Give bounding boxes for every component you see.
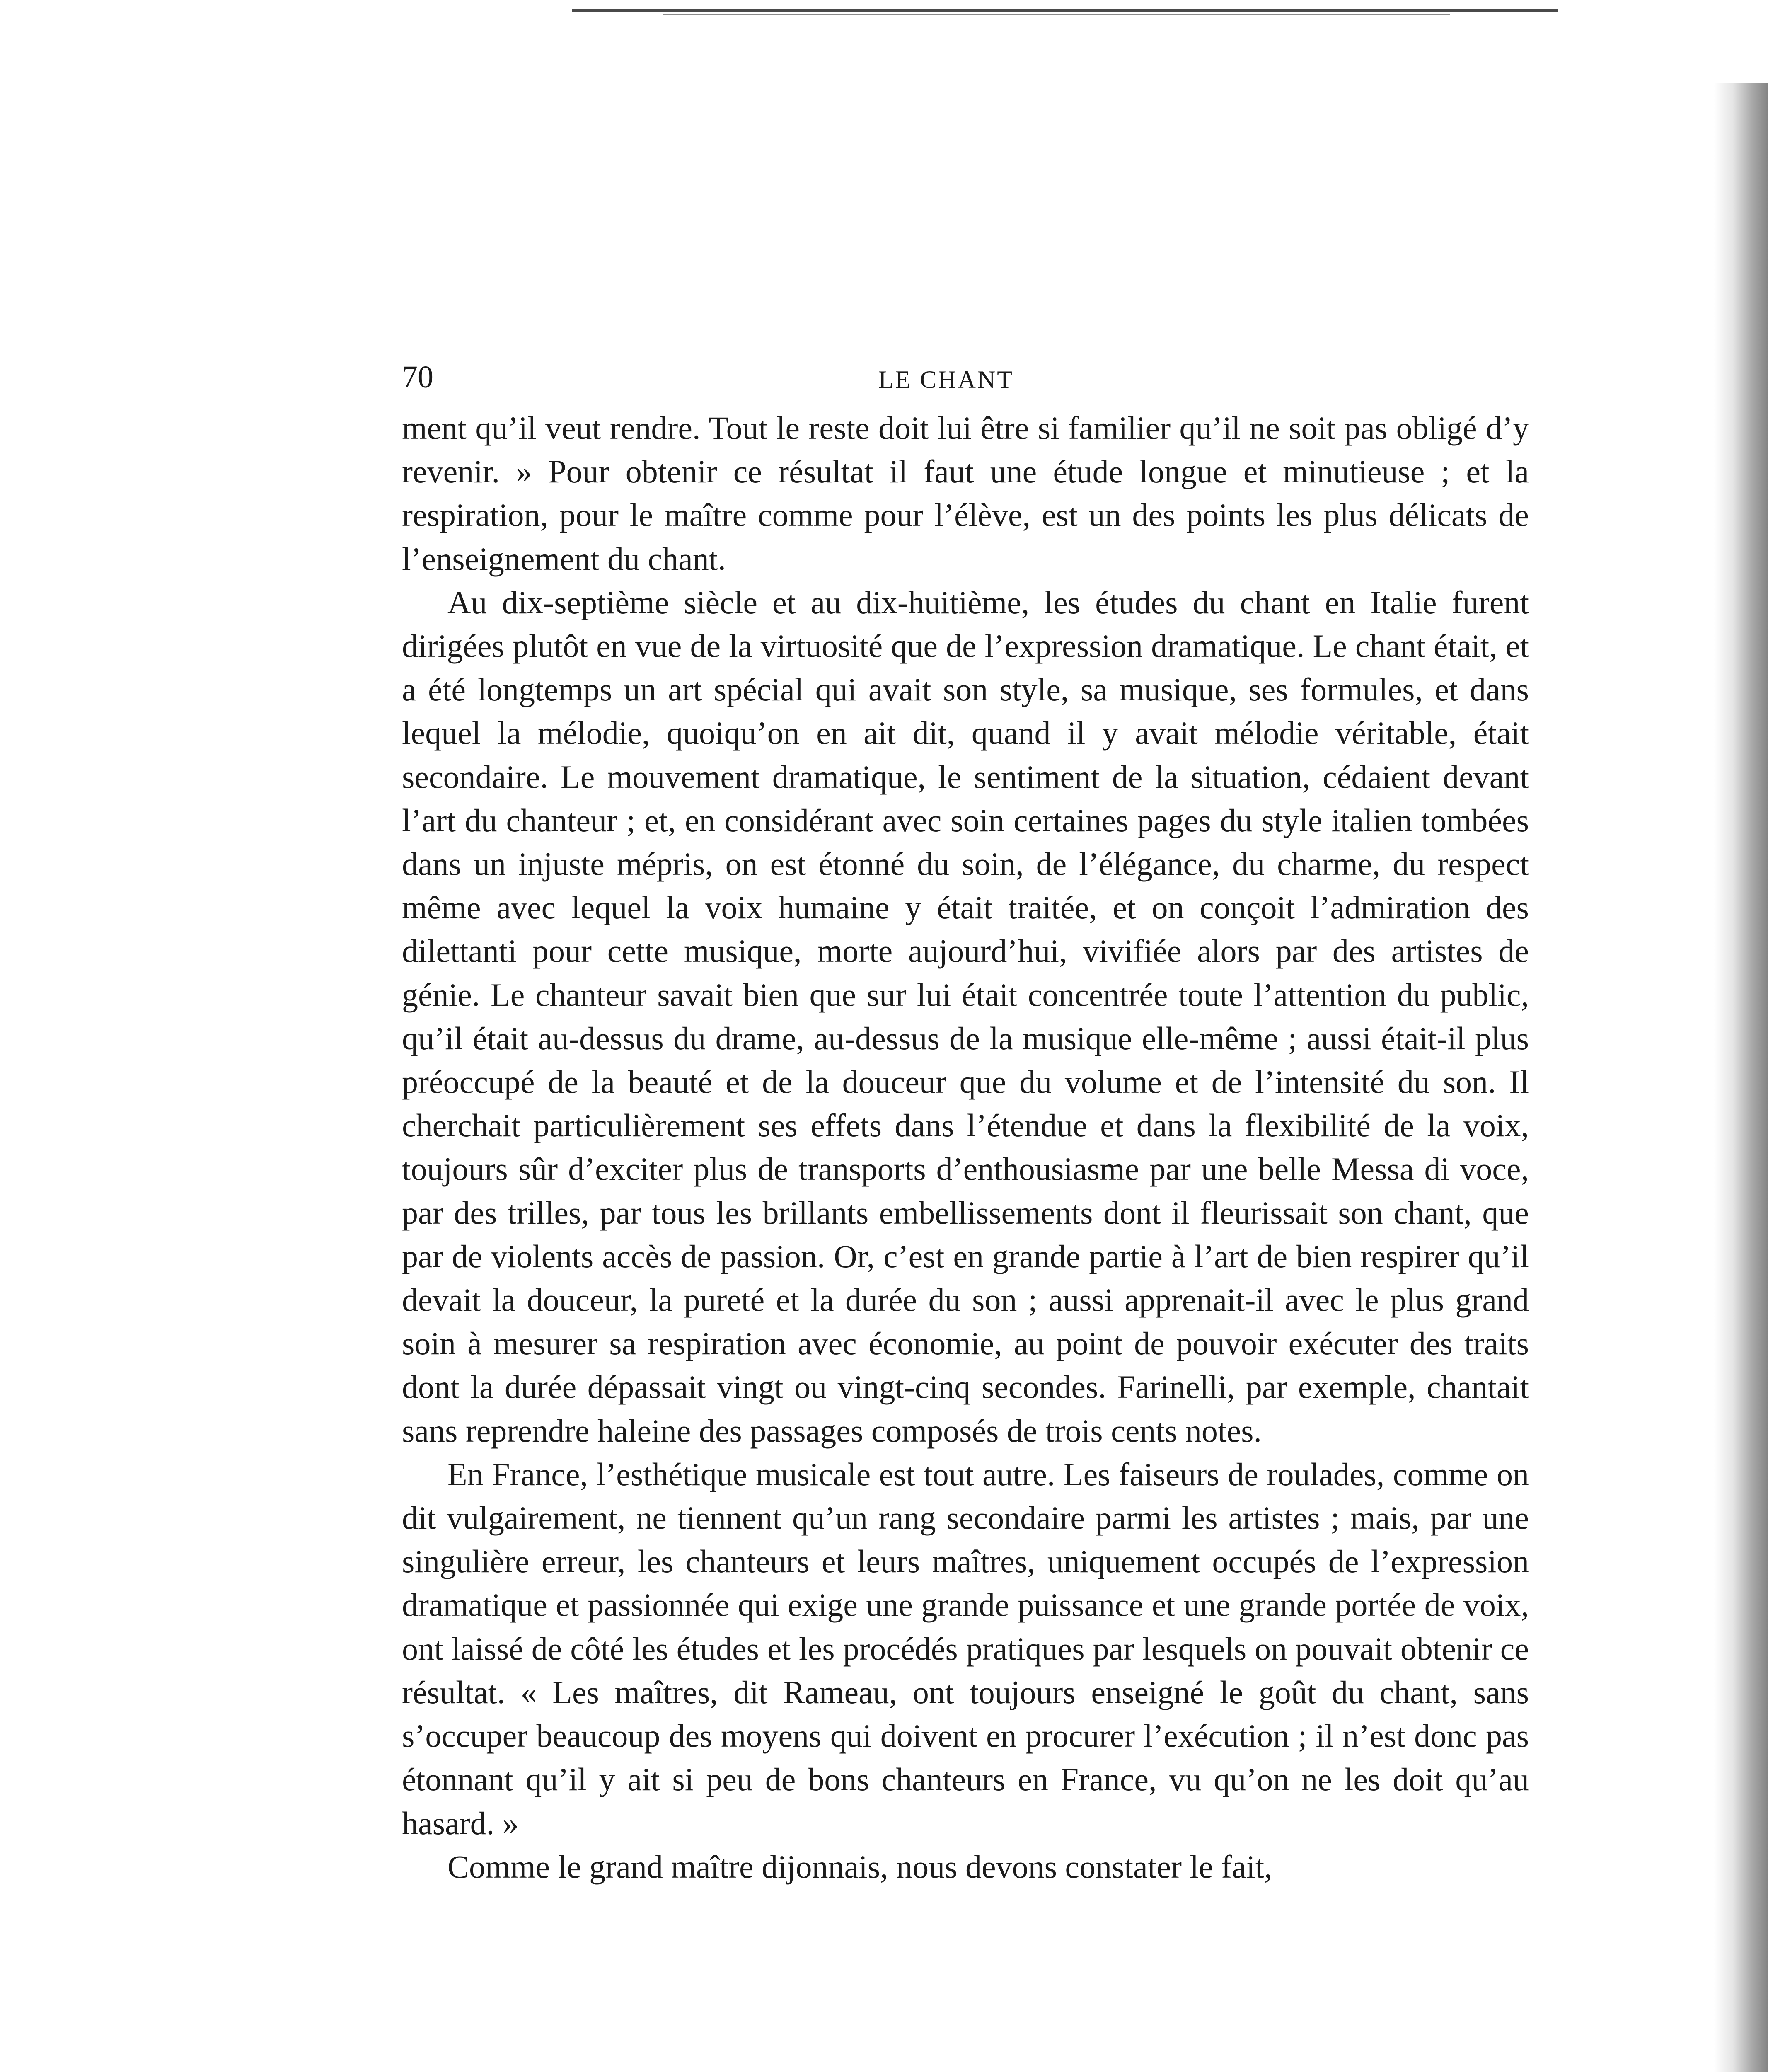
paragraph-continuation: ment qu’il veut rendre. Tout le reste doit lui être si familier qu’il ne soit pas obligé d’y revenir. » Pour obtenir ce résultat il faut une étude longue et minutieuse ; et la respiration, pour le maître comme pour l’élève, est un des points les plus délicats de l’enseignement du chant. bbox=[402, 410, 1529, 577]
paragraph-french-aesthetics: En France, l’esthétique musicale est tout autre. Les faiseurs de roulades, comme on dit vulgairement, ne tiennent qu’un rang secondaire parmi les artistes ; mais, par une singulière erreur, les chanteurs et leurs maîtres, uniquement occupés de l’expression dramatique et passionnée qui exige une grande puissance et une grande portée de voix, ont laissé de côté les études et les procédés pratiques par lesquels on pouvait obtenir ce résultat. « Les maîtres, dit Rameau, ont toujours enseigné le goût du chant, sans s’occuper beaucoup des moyens qui doivent en procurer l’exécution ; il n’est donc pas étonnant qu’il y ait si peu de bons chanteurs en France, vu qu’on ne les doit qu’au hasard. » bbox=[402, 1456, 1529, 1841]
page-edge-shadow bbox=[1714, 83, 1768, 2072]
page-content bbox=[402, 356, 1529, 1888]
top-rule-thin bbox=[663, 14, 1450, 15]
running-head bbox=[402, 356, 1529, 402]
paragraph-italian-singing: Au dix-septième siècle et au dix-huitième, les études du chant en Italie furent dirigées plutôt en vue de la virtuosité que de l’expression dramatique. Le chant était, et a été longtemps un art spécial qui avait son style, sa musique, ses formules, et dans lequel la mélodie, quoiqu’on en ait dit, quand il y avait mélodie véritable, était secondaire. Le mouvement dramatique, le sentiment de la situation, cédaient devant l’art du chanteur ; et, en considérant avec soin certaines pages du style italien tombées dans un injuste mépris, on est étonné du soin, de l’élégance, du charme, du respect même avec lequel la voix humaine y était traitée, et on conçoit l’admiration des dilettanti pour cette musique, morte aujourd’hui, vivifiée alors par des artistes de génie. Le chanteur savait bien que sur lui était concentrée toute l’attention du public, qu’il était au-dessus du drame, au-dessus de la musique elle-même ; aussi était-il plus préoccupé de la beauté et de la douceur que du volume et de l’intensité du son. Il cherchait particulièrement ses effets dans l’étendue et dans la flexibilité de la voix, toujours sûr d’exciter plus de transports d’enthousiasme par une belle Messa di voce, par des trilles, par tous les brillants embellissements dont il fleurissait son chant, que par de violents accès de passion. Or, c’est en grande partie à l’art de bien respirer qu’il devait la douceur, la pureté et la durée du son ; aussi apprenait-il avec le plus grand soin à mesurer sa respiration avec économie, au point de pouvoir exécuter des traits dont la durée dépassait vingt ou vingt-cinq secondes. Farinelli, par exemple, chantait sans reprendre haleine des passages composés de trois cents notes. bbox=[402, 584, 1529, 1449]
top-rule bbox=[572, 9, 1558, 12]
paragraph-final-line: Comme le grand maître dijonnais, nous devons constater le fait, bbox=[447, 1848, 1272, 1885]
page-number: 70 bbox=[402, 360, 433, 395]
running-title: LE CHANT bbox=[878, 366, 1014, 393]
